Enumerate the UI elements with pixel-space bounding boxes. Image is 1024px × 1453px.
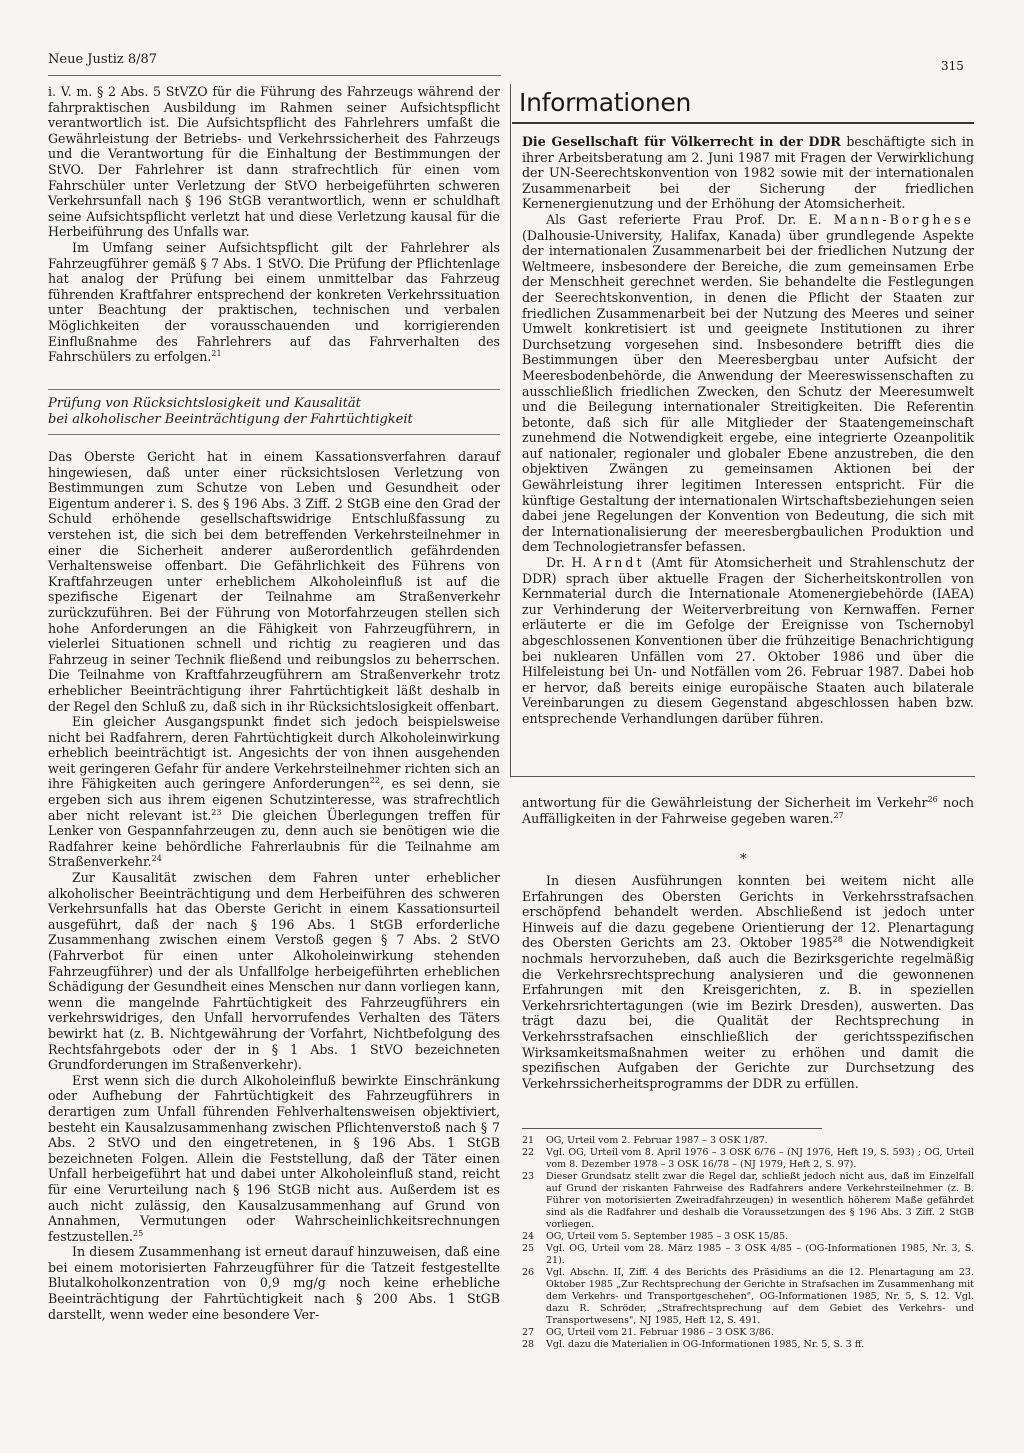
section-rule-bottom (48, 434, 500, 435)
footnote (522, 1339, 974, 1351)
footnote-rule (522, 1128, 822, 1129)
paragraph (48, 449, 500, 714)
footnote-number: 25 (522, 1243, 535, 1254)
footnote-number: 27 (522, 1327, 535, 1338)
footnote (522, 1267, 974, 1327)
footnote (522, 1135, 974, 1147)
footnote-ref: 21 (211, 348, 222, 358)
footnote-number: 26 (522, 1267, 535, 1278)
footnote-text: Dieser Grundsatz stellt zwar die Regel dar, schließt jedoch nicht aus, daß im Einzelfall auf Grund der riskanten Fahrweise des Radfahrers andere Verkehrsteilnehmer (z. B. Führer von motorisierten Zweiradfahrzeugen) in wesentlich höherem Maße gefährdet sind als die Radfahrer und deshalb die Voraussetzungen des § 196 Abs. 3 Ziff. 2 StGB vorliegen. (546, 1171, 974, 1230)
paragraph (48, 1073, 500, 1245)
footnote-ref: 25 (132, 1228, 144, 1238)
person-name: Arndt (593, 555, 645, 571)
footnote (522, 1147, 974, 1171)
footnote-number: 24 (522, 1231, 535, 1242)
footnote-text: Vgl. dazu die Materialien in OG-Informationen 1985, Nr. 5, S. 3 ff. (546, 1339, 865, 1350)
left-column-top (48, 84, 500, 365)
header-rule (48, 75, 501, 76)
paragraph-text: i. V. m. § 2 Abs. 5 StVZO für die Führung des Fahrzeugs während der fahrpraktischen Ausbildung im Rahmen seiner Aufsichtspflicht verantwortlich ist. Die Aufsichtspflicht des Fahrlehrers umfaßt die Gewährleistung der Betriebs- und Verkehrssicherheit des Fahrzeugs und die Verantwortung für die Einhaltung der Bestimmungen der StVO. Der Fahrlehrer ist dann strafrechtlich für einen vom Fahrschüler unter Verletzung der StVO herbeigeführten schweren Verkehrsunfall nach § 196 StGB verantwortlich, wenn er schuldhaft seine Aufsichtspflicht verletzt hat und diese Verletzung kausal für die Herbeiführung des Unfalls war. (48, 84, 500, 240)
footnote-text: Vgl. Abschn. II, Ziff. 4 des Berichts des Präsidiums an die 12. Plenartagung am 23. Oktober 1985 „Zur Rechtsprechung der Gerichte in Strafsachen im Zusammenhang mit dem Verkehrs- und Transportgeschehen", OG-Informationen 1985, Nr. 5, S. 12. Vgl. dazu R. Schröder, „Strafrechtsprechung auf dem Gebiet des Verkehrs- und Transportwesens", NJ 1985, Heft 12, S. 491. (546, 1267, 974, 1326)
paragraph (48, 1244, 500, 1322)
footnote-ref: 22 (369, 776, 380, 786)
paragraph (522, 555, 974, 727)
left-column-body (48, 449, 500, 1322)
section-title (48, 396, 500, 428)
footnote (522, 1231, 974, 1243)
footnote (522, 1171, 974, 1231)
paragraph (48, 84, 500, 240)
footnote-number: 22 (522, 1147, 535, 1158)
paragraph (48, 714, 500, 870)
section-rule-top (48, 389, 500, 390)
paragraph-text: beschäftigte sich in ihrer Arbeitsberatung am 2. Juni 1987 mit Fragen der Verwirklichung der UN-Seerechtskonvention von 1982 sowie mit der internationalen Zusammenarbeit bei der Sicherung der friedlichen Kernenergienutzung und der Erhöhung der Atomsicherheit. (522, 134, 974, 212)
footnote-ref: 28 (832, 935, 843, 945)
paragraph-text: Dr. H. (546, 555, 594, 571)
paragraph-text: Ein gleicher Ausgangspunkt findet sich jedoch beispielsweise nicht bei Radfahrern, deren Fahrtüchtigkeit durch Alkoholeinwirkung erheblich beeinträchtigt ist. Angesichts der von ihnen ausgehenden weit geringeren Gefahr für andere Verkehrsteilnehmer richten sich an ihre Fähigkeiten auch geringere Anforderungen (48, 714, 500, 792)
footnote-number: 21 (522, 1135, 535, 1146)
paragraph-text: (Amt für Atomsicherheit und Strahlenschutz der DDR) sprach über aktuelle Fragen der Sicherheitskontrollen von Kernmaterial durch die Internationale Atomenergiebehörde (IAEA) zur Verhinderung der Weiterverbreitung von Kernwaffen. Ferner erläuterte er die im Gefolge der Ereignisse von Tschernobyl abgeschlossenen Konventionen über die frühzeitige Benachrichtigung bei nuklearen Unfällen vom 27. Oktober 1986 und über die Hilfeleistung bei Un- und Notfällen vom 26. Februar 1987. Dabei hob er hervor, daß bereits einige europäische Staaten auch bilaterale Vereinbarungen zu diesem Gegenstand abgeschlossen haben bzw. entsprechende Verhandlungen darüber führen. (522, 555, 975, 726)
paragraph (522, 212, 974, 555)
footnote-text: OG, Urteil vom 5. September 1985 – 3 OSK 15/85. (546, 1231, 789, 1242)
info-body (522, 134, 974, 727)
footnote-ref: 24 (151, 854, 162, 864)
page-number: 315 (941, 59, 964, 73)
paragraph (48, 870, 500, 1073)
paragraph-text: Im Umfang seiner Aufsichtspflicht gilt der Fahrlehrer als Fahrzeugführer gemäß § 7 Abs. 1 StVO. Die Prüfung der Pflichtenlage hat analog der Prüfung bei einem unmittelbar das Fahrzeug führenden Kraftfahrer entsprechend der konkreten Verkehrssituation unter Beachtung der praktischen, technischen und verbalen Möglichkeiten der vorausschauenden und korrigierenden Einflußnahme des Fahrlehrers auf das Fahrverhalten des Fahrschülers zu erfolgen. (48, 239, 500, 365)
paragraph-text: Als Gast referierte Frau Prof. Dr. E. (546, 211, 834, 227)
paragraph-text: In diesen Ausführungen konnten bei weitem nicht alle Erfahrungen des Obersten Gerichts in Verkehrsstrafsachen erschöpfend behandelt werden. Abschließend ist jedoch unter Hinweis auf die dazu gegebene Orientierung der 12. Plenartagung des Obersten Gerichts am 23. Oktober 1985 (522, 873, 974, 951)
journal-header: Neue Justiz 8/87 (48, 52, 158, 67)
paragraph-bold: Die Gesellschaft für Völkerrecht in der DDR (522, 134, 841, 149)
footnote-text: Vgl. OG, Urteil vom 28. März 1985 – 3 OSK 4/85 – (OG-Informationen 1985, Nr. 3, S. 21). (546, 1243, 974, 1266)
paragraph (522, 795, 974, 826)
footnote-number: 23 (522, 1171, 535, 1182)
footnote-ref: 26 (927, 794, 938, 804)
paragraph-text: antwortung für die Gewährleistung der Sicherheit im Verkehr (522, 795, 928, 810)
paragraph (522, 873, 974, 1091)
paragraph-text: Die gleichen Überlegungen treffen für Lenker von Gespannfahrzeugen zu, denn auch sie benötigen wie die Radfahrer keine behördliche Fahrerlaubnis für die Teilnahme am Straßenverkehr. (48, 807, 500, 870)
paragraph-text: , es sei denn, sie ergeben sich aus ihrem eigenen Schutzinteresse, was strafrechtlich aber nicht relevant ist. (48, 776, 500, 823)
paragraph (48, 240, 500, 365)
footnote-text: OG, Urteil vom 21. Februar 1986 – 3 OSK 3/86. (546, 1327, 774, 1338)
paragraph-text: die Notwendigkeit nochmals hervorzuheben, daß auch die Bezirksgerichte regelmäßig die Verkehrsrechtsprechung analysieren und die gewonnenen Erfahrungen mit den Kreisgerichten, z. B. in speziellen Verkehrsrichtertagungen (wie im Bezirk Dresden), auswerten. Das trägt dazu bei, die Qualität der Rechtsprechung in Verkehrsstrafsachen einschließlich der gerichtsspezifischen Wirksamkeitsmaßnahmen weiter zu erhöhen und damit die spezifischen Aufgaben der Gerichte zur Durchsetzung des Verkehrssicherheitsprogramms der DDR zu erfüllen. (522, 935, 974, 1091)
paragraph-text: noch Auffälligkeiten in der Fahrweise gegeben waren. (522, 795, 974, 826)
footnote-text: OG, Urteil vom 2. Februar 1987 – 3 OSK 1/87. (546, 1135, 768, 1146)
section-title-line: bei alkoholischer Beeinträchtigung der Fahrtüchtigkeit (48, 412, 413, 427)
right-column-closing (522, 873, 974, 1091)
footnote-ref: 27 (833, 810, 844, 820)
footnote-number: 28 (522, 1339, 535, 1350)
footnotes (522, 1135, 974, 1351)
footnote-ref: 23 (211, 807, 222, 817)
person-name: Mann-Borghese (833, 211, 974, 227)
paragraph-text: In diesem Zusammenhang ist erneut darauf hinzuweisen, daß eine bei einem motorisierten Fahrzeugführer für die Tatzeit festgestellte Blutalkoholkonzentration von 0,9 mg/g noch keine erhebliche Beeinträchtigung der Fahrtüchtigkeit nach § 200 Abs. 1 StGB darstellt, wenn weder eine besondere Ver- (48, 1244, 500, 1322)
footnote-text: Vgl. OG, Urteil vom 8. April 1976 – 3 OSK 6/76 – (NJ 1976, Heft 19, S. 593) ; OG, Urteil vom 8. Dezember 1978 – 3 OSK 16/78 – (NJ 1979, Heft 2, S. 97). (546, 1147, 974, 1170)
paragraph (522, 134, 974, 212)
section-separator-asterisk: * (740, 852, 747, 867)
paragraph-text: (Dalhousie-University, Halifax, Kanada) über grundlegende Aspekte der internationalen Zusammenarbeit bei der friedlichen Nutzung der Weltmeere, insbesondere der Bereiche, die zum gemeinsamen Erbe der Menschheit gerechnet werden. Sie behandelte die Festlegungen der Seerechtskonvention, in denen die Pflicht der Staaten zur friedlichen Zusammenarbeit bei der Nutzung des Meeres und seiner Umwelt konkretisiert ist und geeignete Institutionen zu ihrer Durchsetzung vorgesehen sind. Insbesondere betrifft dies die Bestimmungen über den Meeresbergbau unter Aufsicht der Meeresbodenbehörde, die Anwendung der Meereswissenschaften zu ausschließlich friedlichen Zwecken, den Schutz der Meeresumwelt und die Beilegung internationaler Streitigkeiten. Die Referentin betonte, daß sich für alle Mitglieder der Staatengemeinschaft zunehmend die Notwendigkeit ergebe, eine integrierte Ozeanpolitik auf nationaler, regionaler und globaler Ebene anzustreben, die den objektiven Zwängen zu gemeinsamen Aktionen bei der Gewährleistung ihrer legitimen Interessen entspricht. Für die künftige Gestaltung der internationalen Wirtschaftsbeziehungen seien dabei jene Regelungen der Konvention von Bedeutung, die sich mit der Internationalisierung der meeresbergbaulichen Produktion und dem Technologietransfer befassen. (522, 227, 974, 555)
paragraph-text: Erst wenn sich die durch Alkoholeinfluß bewirkte Einschränkung oder Aufhebung der Fahrtüchtigkeit des Fahrzeugführers in derartigen zum Unfall führenden Fehlverhaltensweisen objektiviert, besteht ein Kausalzusammenhang zwischen Pflichtenverstoß nach § 7 Abs. 2 StVO und den eingetretenen, in § 196 Abs. 1 StGB bezeichneten Folgen. Allein die Feststellung, daß der Täter einen Unfall herbeigeführt hat und dabei unter Alkoholeinfluß stand, reicht für eine Verurteilung nach § 196 StGB nicht aus. Außerdem ist es auch nicht zulässig, den Kausalzusammenhang auf Grund von Annahmen, Vermutungen oder Wahrscheinlichkeitsrechnungen festzustellen. (48, 1072, 500, 1244)
paragraph-text: Das Oberste Gericht hat in einem Kassationsverfahren darauf hingewiesen, daß unter einer rücksichtslosen Verletzung von Bestimmungen zum Schutze von Leben und Gesundheit oder Eigentum anderer i. S. des § 196 Abs. 3 Ziff. 2 StGB eine den Grad der Schuld erhöhende gesellschaftswidrige Entschlußfassung zu verstehen ist, die sich bei dem betreffenden Verkehrsteilnehmer in einer die Sicherheit anderer außerordentlich gefährdenden Verhaltensweise offenbart. Die Gefährlichkeit des Führens von Kraftfahrzeugen unter erheblichem Alkoholeinfluß ist auf die spezifische Eigenart der Teilnahme am Straßenverkehr zurückzuführen. Bei der Führung von Motorfahrzeugen stellen sich hohe Anforderungen an die Fähigkeit von Fahrzeugführern, in vielerlei Situationen schnell und richtig zu reagieren und das Fahrzeug in seiner Technik fließend und reibungslos zu beherrschen. Die Teilnahme von Kraftfahrzeugführern am Straßenverkehr trotz erheblicher Beeinträchtigung ihrer Fahrtüchtigkeit läßt deshalb in der Regel den Schluß zu, daß sich in ihr Rücksichtslosigkeit offenbart. (48, 449, 500, 714)
right-column-continued (522, 795, 974, 826)
section-title-line: Prüfung von Rücksichtslosigkeit und Kausalität (48, 396, 361, 411)
footnote (522, 1327, 974, 1339)
info-title-rule (512, 122, 974, 124)
info-title: Informationen (519, 88, 692, 117)
paragraph-text: Zur Kausalität zwischen dem Fahren unter erheblicher alkoholischer Beeinträchtigung und dem Herbeiführen des schweren Verkehrsunfalls hat das Oberste Gericht in einem Kassationsurteil ausgeführt, daß der nach § 196 Abs. 1 StGB erforderliche Zusammenhang zwischen einem Verstoß gegen § 7 Abs. 2 StVO (Fahrverbot für einen unter Alkoholeinwirkung stehenden Fahrzeugführer) und der als Unfallfolge herbeigeführten erheblichen Schädigung der Gesundheit eines Menschen nur dann vorliegen kann, wenn die mangelnde Fahrtüchtigkeit des Fahrzeugführers ein verkehrswidriges, den Unfall hervorrufendes Verhalten des Täters bewirkt hat (z. B. Nichtgewährung der Vorfahrt, Nichtbefolgung des Rechtsfahrgebots oder der in § 1 Abs. 1 StVO bezeichneten Grundforderungen im Straßenverkehr). (48, 870, 500, 1073)
footnote (522, 1243, 974, 1267)
